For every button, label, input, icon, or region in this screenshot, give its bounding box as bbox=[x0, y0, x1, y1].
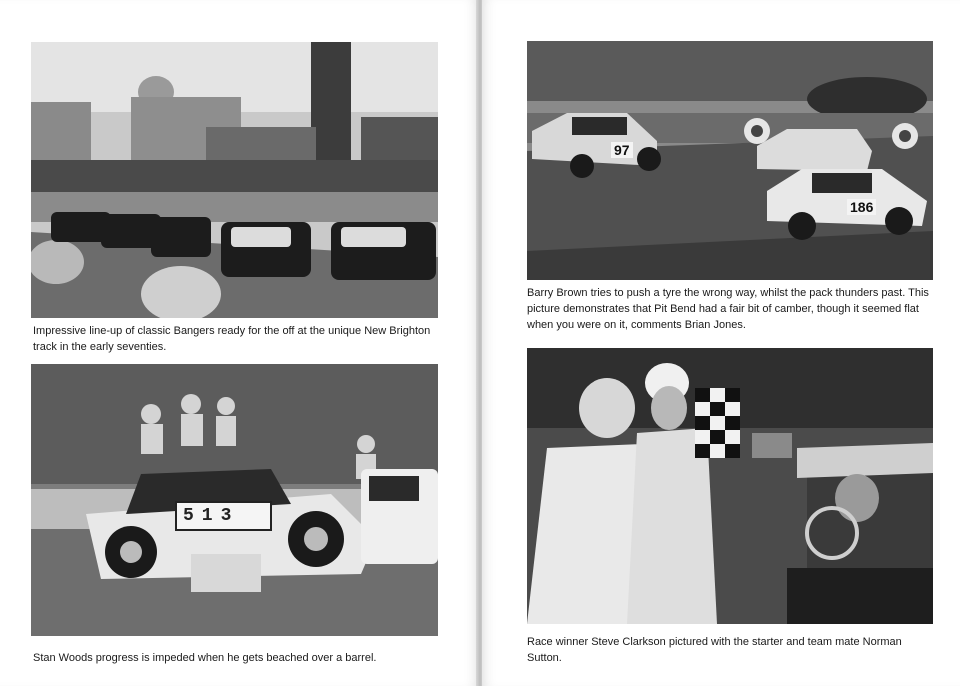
photo-pit-bend bbox=[527, 41, 933, 280]
caption-line-up: Impressive line-up of classic Bangers ready for the off at the unique New Brighton track in the early seventies. bbox=[33, 325, 431, 353]
beached-car-photo-image bbox=[31, 364, 438, 636]
right-page bbox=[482, 0, 960, 686]
car-number-97: 97 bbox=[611, 142, 633, 158]
caption-beached-car: Stan Woods progress is impeded when he gets beached over a barrel. bbox=[33, 652, 377, 664]
car-number-513: 513 bbox=[183, 506, 240, 526]
left-page bbox=[0, 0, 478, 686]
photo-line-up bbox=[31, 42, 438, 318]
race-winner-photo-image bbox=[527, 348, 933, 624]
caption-race-winner: Race winner Steve Clarkson pictured with the starter and team mate Norman Sutton. bbox=[527, 636, 902, 664]
line-up-photo-image bbox=[31, 42, 438, 318]
car-number-186: 186 bbox=[847, 199, 876, 215]
pit-bend-photo-image bbox=[527, 41, 933, 280]
photo-beached-car bbox=[31, 364, 438, 636]
caption-pit-bend: Barry Brown tries to push a tyre the wrong way, whilst the pack thunders past. This picture demonstrates that Pit Bend had a fair bit of camber, though it seemed flat when you were on it, comments Brian Jones. bbox=[527, 287, 929, 331]
photo-race-winner bbox=[527, 348, 933, 624]
